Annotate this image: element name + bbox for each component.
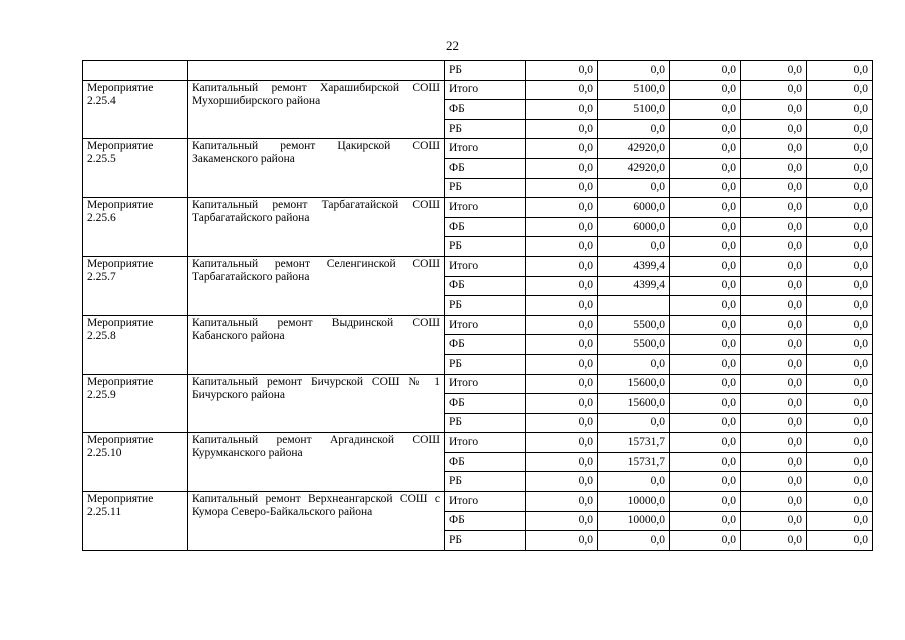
- value-cell: 0,0: [670, 452, 741, 472]
- source-cell: ФБ: [445, 394, 526, 414]
- value-cell: 0,0: [598, 354, 670, 374]
- value-cell: 0,0: [526, 413, 598, 433]
- source-cell: Итого: [445, 198, 526, 218]
- value-cell: 0,0: [526, 374, 598, 394]
- value-cell: 0,0: [670, 492, 741, 512]
- value-cell: 0,0: [741, 315, 807, 335]
- measure-title-cell: Капитальный ремонт Бичурской СОШ № 1 Бичурского района: [188, 374, 445, 433]
- value-cell: 6000,0: [598, 198, 670, 218]
- value-cell: 0,0: [670, 472, 741, 492]
- value-cell: 42920,0: [598, 158, 670, 178]
- measure-id-cell: Мероприятие 2.25.4: [83, 80, 188, 139]
- measure-title-cell: Капитальный ремонт Цакирской СОШ Закаменского района: [188, 139, 445, 198]
- value-cell: 0,0: [807, 531, 873, 551]
- measure-row: [83, 198, 873, 218]
- measure-title-cell: Капитальный ремонт Верхнеангарской СОШ с Кумора Северо-Байкальского района: [188, 492, 445, 551]
- value-cell: 0,0: [526, 237, 598, 257]
- value-cell: 0,0: [807, 433, 873, 453]
- value-cell: 5100,0: [598, 100, 670, 120]
- value-cell: 0,0: [670, 374, 741, 394]
- source-cell: РБ: [445, 413, 526, 433]
- value-cell: 0,0: [670, 276, 741, 296]
- value-cell: 5500,0: [598, 335, 670, 355]
- value-cell: 0,0: [598, 472, 670, 492]
- value-cell: 0,0: [670, 315, 741, 335]
- value-cell: 0,0: [670, 237, 741, 257]
- source-cell: ФБ: [445, 158, 526, 178]
- value-cell: 0,0: [741, 374, 807, 394]
- source-cell: Итого: [445, 315, 526, 335]
- value-cell: 0,0: [670, 139, 741, 159]
- value-cell: 0,0: [598, 413, 670, 433]
- value-cell: 0,0: [741, 80, 807, 100]
- measure-row: [83, 492, 873, 512]
- value-cell: 0,0: [741, 256, 807, 276]
- measure-id-cell: Мероприятие 2.25.5: [83, 139, 188, 198]
- value-cell: 0,0: [807, 511, 873, 531]
- value-cell: 0,0: [741, 178, 807, 198]
- value-cell: 0,0: [598, 531, 670, 551]
- measure-row: [83, 256, 873, 276]
- value-cell: 0,0: [741, 492, 807, 512]
- value-cell: 0,0: [670, 61, 741, 81]
- measure-id-cell: Мероприятие 2.25.10: [83, 433, 188, 492]
- value-cell: 0,0: [526, 139, 598, 159]
- value-cell: 0,0: [807, 139, 873, 159]
- value-cell: 0,0: [807, 315, 873, 335]
- value-cell: 0,0: [526, 198, 598, 218]
- measure-id-cell: Мероприятие 2.25.6: [83, 198, 188, 257]
- source-cell: Итого: [445, 139, 526, 159]
- source-cell: РБ: [445, 119, 526, 139]
- value-cell: 0,0: [807, 472, 873, 492]
- value-cell: 15731,7: [598, 452, 670, 472]
- value-cell: 0,0: [670, 119, 741, 139]
- value-cell: 0,0: [670, 178, 741, 198]
- value-cell: 0,0: [526, 511, 598, 531]
- value-cell: 0,0: [741, 335, 807, 355]
- value-cell: 0,0: [598, 237, 670, 257]
- value-cell: 0,0: [526, 472, 598, 492]
- value-cell: 10000,0: [598, 492, 670, 512]
- value-cell: 0,0: [741, 100, 807, 120]
- value-cell: 0,0: [807, 374, 873, 394]
- value-cell: 0,0: [526, 61, 598, 81]
- value-cell: 0,0: [598, 178, 670, 198]
- page-number: 22: [446, 38, 459, 53]
- value-cell: 0,0: [670, 335, 741, 355]
- value-cell: 4399,4: [598, 276, 670, 296]
- budget-table-body: [83, 61, 873, 551]
- value-cell: 0,0: [807, 61, 873, 81]
- value-cell: 0,0: [670, 198, 741, 218]
- value-cell: 10000,0: [598, 511, 670, 531]
- value-cell: 0,0: [670, 433, 741, 453]
- value-cell: 0,0: [526, 80, 598, 100]
- value-cell: 0,0: [741, 394, 807, 414]
- source-cell: РБ: [445, 237, 526, 257]
- value-cell: 0,0: [741, 296, 807, 316]
- value-cell: 0,0: [526, 256, 598, 276]
- value-cell: 0,0: [741, 511, 807, 531]
- measure-row: [83, 139, 873, 159]
- measure-row: [83, 315, 873, 335]
- measure-row: [83, 80, 873, 100]
- value-cell: 0,0: [670, 394, 741, 414]
- measure-title-cell: Капитальный ремонт Аргадинской СОШ Курумканского района: [188, 433, 445, 492]
- value-cell: 0,0: [526, 354, 598, 374]
- value-cell: 0,0: [807, 492, 873, 512]
- value-cell: 0,0: [807, 217, 873, 237]
- measure-id-cell: Мероприятие 2.25.9: [83, 374, 188, 433]
- value-cell: 0,0: [807, 119, 873, 139]
- value-cell: 0,0: [526, 158, 598, 178]
- value-cell: 0,0: [526, 335, 598, 355]
- measure-row: [83, 433, 873, 453]
- value-cell: 0,0: [670, 413, 741, 433]
- value-cell: 0,0: [741, 452, 807, 472]
- source-cell: Итого: [445, 80, 526, 100]
- source-cell: Итого: [445, 256, 526, 276]
- source-cell: ФБ: [445, 511, 526, 531]
- value-cell: 5500,0: [598, 315, 670, 335]
- source-cell: Итого: [445, 433, 526, 453]
- value-cell: 0,0: [526, 178, 598, 198]
- continuation-id-cell: [83, 61, 188, 81]
- value-cell: 0,0: [741, 276, 807, 296]
- value-cell: 0,0: [670, 531, 741, 551]
- value-cell: 0,0: [670, 158, 741, 178]
- value-cell: 4399,4: [598, 256, 670, 276]
- value-cell: 0,0: [526, 394, 598, 414]
- value-cell: 0,0: [741, 139, 807, 159]
- value-cell: 0,0: [670, 354, 741, 374]
- source-cell: РБ: [445, 296, 526, 316]
- source-cell: РБ: [445, 178, 526, 198]
- value-cell: 0,0: [807, 413, 873, 433]
- value-cell: 0,0: [807, 100, 873, 120]
- value-cell: 0,0: [526, 492, 598, 512]
- value-cell: 15731,7: [598, 433, 670, 453]
- value-cell: 0,0: [741, 61, 807, 81]
- source-cell: РБ: [445, 61, 526, 81]
- continuation-row: [83, 61, 873, 81]
- value-cell: 0,0: [670, 256, 741, 276]
- value-cell: 0,0: [807, 178, 873, 198]
- value-cell: 0,0: [526, 433, 598, 453]
- value-cell: 0,0: [741, 158, 807, 178]
- value-cell: 0,0: [807, 276, 873, 296]
- value-cell: 0,0: [807, 452, 873, 472]
- measure-title-cell: Капитальный ремонт Выдринской СОШ Кабанского района: [188, 315, 445, 374]
- measure-title-cell: Капитальный ремонт Харашибирской СОШ Мухоршибирского района: [188, 80, 445, 139]
- value-cell: 0,0: [807, 158, 873, 178]
- value-cell: 15600,0: [598, 394, 670, 414]
- value-cell: 0,0: [741, 198, 807, 218]
- value-cell: 0,0: [807, 394, 873, 414]
- value-cell: 15600,0: [598, 374, 670, 394]
- value-cell: 0,0: [741, 217, 807, 237]
- value-cell: 0,0: [807, 296, 873, 316]
- value-cell: 0,0: [526, 100, 598, 120]
- source-cell: Итого: [445, 492, 526, 512]
- value-cell: 0,0: [526, 531, 598, 551]
- value-cell: 0,0: [741, 354, 807, 374]
- source-cell: Итого: [445, 374, 526, 394]
- value-cell: 0,0: [598, 119, 670, 139]
- measure-id-cell: Мероприятие 2.25.11: [83, 492, 188, 551]
- value-cell: 0,0: [741, 472, 807, 492]
- value-cell: 5100,0: [598, 80, 670, 100]
- source-cell: РБ: [445, 531, 526, 551]
- source-cell: ФБ: [445, 452, 526, 472]
- value-cell: 0,0: [526, 217, 598, 237]
- value-cell: 0,0: [670, 217, 741, 237]
- value-cell: 42920,0: [598, 139, 670, 159]
- source-cell: ФБ: [445, 276, 526, 296]
- value-cell: 0,0: [670, 80, 741, 100]
- source-cell: ФБ: [445, 100, 526, 120]
- value-cell: 0,0: [807, 198, 873, 218]
- measure-title-cell: Капитальный ремонт Тарбагатайской СОШ Тарбагатайского района: [188, 198, 445, 257]
- value-cell: 0,0: [807, 354, 873, 374]
- measure-id-cell: Мероприятие 2.25.8: [83, 315, 188, 374]
- value-cell: 0,0: [598, 61, 670, 81]
- value-cell: 0,0: [526, 315, 598, 335]
- value-cell: 0,0: [526, 452, 598, 472]
- value-cell: 0,0: [526, 276, 598, 296]
- value-cell: 0,0: [741, 413, 807, 433]
- value-cell: 0,0: [807, 335, 873, 355]
- budget-table: [82, 60, 873, 551]
- value-cell: 0,0: [670, 296, 741, 316]
- value-cell: 6000,0: [598, 217, 670, 237]
- source-cell: ФБ: [445, 335, 526, 355]
- value-cell: 0,0: [807, 256, 873, 276]
- measure-id-cell: Мероприятие 2.25.7: [83, 256, 188, 315]
- value-cell: [598, 296, 670, 316]
- value-cell: 0,0: [670, 511, 741, 531]
- measure-title-cell: Капитальный ремонт Селенгинской СОШ Тарбагатайского района: [188, 256, 445, 315]
- value-cell: 0,0: [807, 80, 873, 100]
- source-cell: РБ: [445, 472, 526, 492]
- measure-row: [83, 374, 873, 394]
- source-cell: РБ: [445, 354, 526, 374]
- value-cell: 0,0: [741, 433, 807, 453]
- value-cell: 0,0: [526, 296, 598, 316]
- value-cell: 0,0: [526, 119, 598, 139]
- source-cell: ФБ: [445, 217, 526, 237]
- value-cell: 0,0: [670, 100, 741, 120]
- value-cell: 0,0: [741, 237, 807, 257]
- continuation-title-cell: [188, 61, 445, 81]
- value-cell: 0,0: [807, 237, 873, 257]
- value-cell: 0,0: [741, 531, 807, 551]
- value-cell: 0,0: [741, 119, 807, 139]
